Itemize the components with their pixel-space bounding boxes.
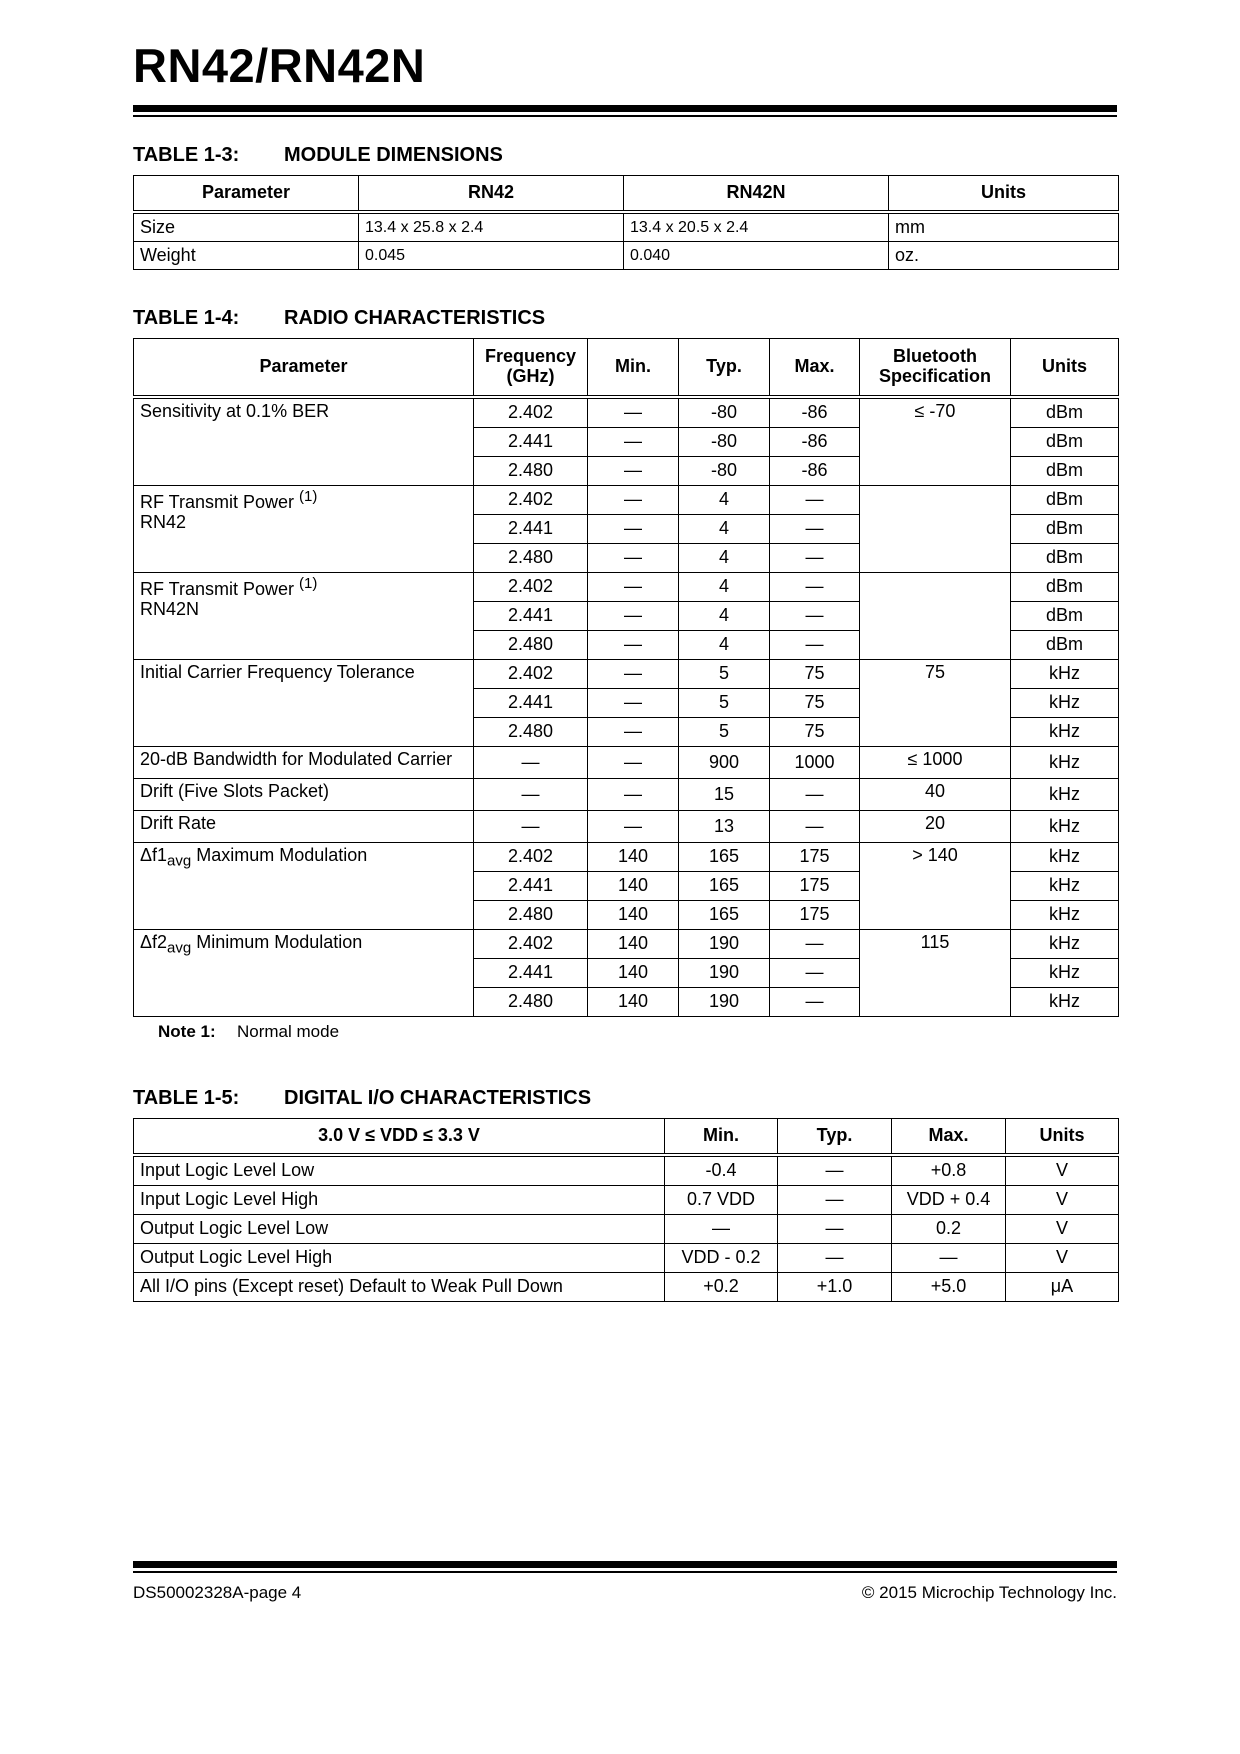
- parameter-cell: [134, 779, 474, 811]
- table-cell: All I/O pins (Except reset) Default to Weak Pull Down: [134, 1273, 665, 1302]
- parameter-cell: [134, 843, 474, 930]
- table-cell: 140: [588, 872, 679, 901]
- table-cell: —: [892, 1244, 1006, 1273]
- table-row: [134, 779, 1119, 811]
- units-cell: kHz: [1011, 959, 1119, 988]
- table-number: TABLE 1-4:: [133, 307, 240, 329]
- table-cell: Output Logic Level High: [134, 1244, 665, 1273]
- table-cell: —: [770, 631, 860, 660]
- table-cell: 2.480: [474, 988, 588, 1017]
- table-cell: 140: [588, 988, 679, 1017]
- table-cell: 175: [770, 872, 860, 901]
- table-1-3-caption: [133, 144, 503, 167]
- table-cell: -80: [679, 397, 770, 428]
- units-cell: dBm: [1011, 544, 1119, 573]
- table-cell: 2.402: [474, 930, 588, 959]
- table-cell: 2.480: [474, 457, 588, 486]
- header-rule-thick: [133, 105, 1117, 112]
- header-row: [134, 339, 1119, 398]
- table-cell: mm: [889, 212, 1119, 242]
- module-dimensions-table: [133, 175, 1119, 270]
- units-cell: dBm: [1011, 428, 1119, 457]
- bluetooth-spec-cell: 40: [860, 779, 1011, 811]
- header-line: Frequency: [484, 346, 577, 367]
- table-cell: 1000: [770, 747, 860, 779]
- table-cell: 175: [770, 901, 860, 930]
- table-cell: —: [778, 1215, 892, 1244]
- table-cell: 2.480: [474, 901, 588, 930]
- col-header: Max.: [892, 1119, 1006, 1156]
- parameter-cell: [134, 747, 474, 779]
- table-cell: —: [588, 660, 679, 689]
- table-cell: —: [770, 486, 860, 515]
- table-cell: 2.402: [474, 573, 588, 602]
- table-cell: —: [770, 811, 860, 843]
- col-header-frequency: [474, 339, 588, 398]
- table-cell: V: [1006, 1155, 1119, 1186]
- table-row: [134, 212, 1119, 242]
- table-cell: μA: [1006, 1273, 1119, 1302]
- parameter-label: Drift (Five Slots Packet): [140, 781, 330, 801]
- table-cell: —: [588, 747, 679, 779]
- table-cell: —: [588, 515, 679, 544]
- footer-page-id: DS50002328A-page 4: [133, 1583, 302, 1602]
- table-number: TABLE 1-3:: [133, 144, 240, 166]
- header-rule-thin: [133, 115, 1117, 117]
- parameter-variant: RN42: [140, 511, 187, 532]
- bluetooth-spec-cell: [860, 573, 1011, 660]
- units-cell: dBm: [1011, 602, 1119, 631]
- table-row: [134, 242, 1119, 270]
- table-cell: 13.4 x 20.5 x 2.4: [624, 212, 889, 242]
- col-header: RN42N: [624, 176, 889, 213]
- table-cell: 2.441: [474, 428, 588, 457]
- units-cell: kHz: [1011, 843, 1119, 872]
- table-cell: -86: [770, 397, 860, 428]
- table-cell: 75: [770, 660, 860, 689]
- header-row: [134, 1119, 1119, 1156]
- parameter-label: RF Transmit Power: [140, 579, 295, 599]
- table-cell: 4: [679, 544, 770, 573]
- table-cell: -80: [679, 428, 770, 457]
- table-cell: 190: [679, 959, 770, 988]
- col-header-max: Max.: [770, 339, 860, 398]
- table-cell: 0.045: [359, 242, 624, 270]
- table-title: RADIO CHARACTERISTICS: [284, 307, 546, 329]
- table-cell: 5: [679, 689, 770, 718]
- table-row: [134, 1215, 1119, 1244]
- table-cell: 140: [588, 901, 679, 930]
- table-row: [134, 747, 1119, 779]
- col-header-typ: Typ.: [679, 339, 770, 398]
- table-row: [134, 573, 1119, 602]
- table-cell: 4: [679, 573, 770, 602]
- table-cell: —: [778, 1244, 892, 1273]
- table-cell: —: [778, 1186, 892, 1215]
- table-cell: 15: [679, 779, 770, 811]
- table-title: DIGITAL I/O CHARACTERISTICS: [284, 1087, 592, 1109]
- units-cell: dBm: [1011, 397, 1119, 428]
- col-header-units: Units: [1011, 339, 1119, 398]
- table-cell: —: [588, 544, 679, 573]
- units-cell: kHz: [1011, 689, 1119, 718]
- table-cell: 4: [679, 515, 770, 544]
- table-cell: 2.402: [474, 843, 588, 872]
- parameter-label: Maximum Modulation: [191, 845, 368, 865]
- table-cell: 2.480: [474, 718, 588, 747]
- units-cell: dBm: [1011, 486, 1119, 515]
- units-cell: kHz: [1011, 930, 1119, 959]
- table-cell: 2.441: [474, 515, 588, 544]
- table-cell: —: [588, 689, 679, 718]
- table-cell: 4: [679, 631, 770, 660]
- units-cell: kHz: [1011, 779, 1119, 811]
- bluetooth-spec-cell: ≤ 1000: [860, 747, 1011, 779]
- parameter-cell: [134, 930, 474, 1017]
- table-cell: —: [770, 515, 860, 544]
- units-cell: dBm: [1011, 515, 1119, 544]
- footnote-ref: (1): [299, 488, 318, 505]
- parameter-variant: RN42N: [140, 598, 200, 619]
- radio-characteristics-table: [133, 338, 1119, 1017]
- bluetooth-spec-cell: > 140: [860, 843, 1011, 930]
- table-row: [134, 930, 1119, 959]
- table-note: [158, 1022, 339, 1042]
- parameter-subscript: avg: [167, 939, 192, 957]
- parameter-prefix: Δf2: [140, 932, 168, 952]
- table-cell: —: [588, 486, 679, 515]
- footer-rule-thick: [133, 1561, 1117, 1568]
- parameter-cell: [134, 486, 474, 573]
- table-row: [134, 811, 1119, 843]
- table-cell: 2.441: [474, 959, 588, 988]
- units-cell: dBm: [1011, 457, 1119, 486]
- table-row: [134, 1155, 1119, 1186]
- table-cell: —: [588, 811, 679, 843]
- col-header: Typ.: [778, 1119, 892, 1156]
- table-cell: —: [588, 573, 679, 602]
- table-cell: —: [770, 602, 860, 631]
- units-cell: kHz: [1011, 660, 1119, 689]
- table-title: MODULE DIMENSIONS: [284, 144, 503, 166]
- col-header: Units: [889, 176, 1119, 213]
- table-cell: 900: [679, 747, 770, 779]
- table-row: [134, 1244, 1119, 1273]
- table-cell: 2.480: [474, 631, 588, 660]
- table-cell: V: [1006, 1186, 1119, 1215]
- table-row: [134, 486, 1119, 515]
- col-header-min: Min.: [588, 339, 679, 398]
- table-cell: 175: [770, 843, 860, 872]
- table-row: [134, 1186, 1119, 1215]
- col-header: Units: [1006, 1119, 1119, 1156]
- units-cell: kHz: [1011, 988, 1119, 1017]
- table-cell: +1.0: [778, 1273, 892, 1302]
- parameter-cell: [134, 660, 474, 747]
- footnote-ref: (1): [299, 575, 318, 592]
- table-cell: —: [770, 779, 860, 811]
- table-cell: 5: [679, 718, 770, 747]
- table-cell: V: [1006, 1244, 1119, 1273]
- table-cell: —: [588, 602, 679, 631]
- table-cell: 0.7 VDD: [665, 1186, 778, 1215]
- table-cell: 2.441: [474, 872, 588, 901]
- parameter-label: Initial Carrier Frequency Tolerance: [140, 662, 415, 682]
- table-cell: 190: [679, 988, 770, 1017]
- table-cell: —: [770, 573, 860, 602]
- table-cell: —: [770, 544, 860, 573]
- col-header: Min.: [665, 1119, 778, 1156]
- table-cell: 13.4 x 25.8 x 2.4: [359, 212, 624, 242]
- table-cell: —: [770, 959, 860, 988]
- table-cell: —: [474, 779, 588, 811]
- table-cell: —: [474, 747, 588, 779]
- table-cell: -80: [679, 457, 770, 486]
- table-row: [134, 397, 1119, 428]
- table-cell: 0.2: [892, 1215, 1006, 1244]
- units-cell: kHz: [1011, 872, 1119, 901]
- table-cell: 2.441: [474, 602, 588, 631]
- header-line: Specification: [878, 366, 992, 386]
- table-cell: —: [778, 1155, 892, 1186]
- table-1-4-caption: [133, 307, 545, 330]
- col-header: Parameter: [134, 176, 359, 213]
- table-number: TABLE 1-5:: [133, 1087, 240, 1109]
- col-header-bluetooth-spec: [860, 339, 1011, 398]
- table-cell: +0.8: [892, 1155, 1006, 1186]
- table-cell: —: [474, 811, 588, 843]
- table-cell: Size: [134, 212, 359, 242]
- table-cell: —: [770, 988, 860, 1017]
- table-cell: VDD + 0.4: [892, 1186, 1006, 1215]
- table-cell: 13: [679, 811, 770, 843]
- table-cell: V: [1006, 1215, 1119, 1244]
- parameter-label: RF Transmit Power: [140, 492, 295, 512]
- bluetooth-spec-cell: 20: [860, 811, 1011, 843]
- units-cell: kHz: [1011, 718, 1119, 747]
- units-cell: kHz: [1011, 747, 1119, 779]
- table-cell: 2.402: [474, 486, 588, 515]
- table-cell: Weight: [134, 242, 359, 270]
- table-cell: 4: [679, 602, 770, 631]
- table-cell: Output Logic Level Low: [134, 1215, 665, 1244]
- table-cell: -86: [770, 428, 860, 457]
- table-cell: 140: [588, 843, 679, 872]
- parameter-subscript: avg: [167, 852, 192, 870]
- header-line: (GHz): [506, 366, 555, 386]
- table-1-5-caption: [133, 1087, 591, 1110]
- units-cell: dBm: [1011, 631, 1119, 660]
- units-cell: kHz: [1011, 901, 1119, 930]
- parameter-cell: [134, 573, 474, 660]
- bluetooth-spec-cell: ≤ -70: [860, 397, 1011, 486]
- document-title: RN42/RN42N: [133, 39, 426, 92]
- table-cell: 75: [770, 718, 860, 747]
- note-label: Note 1:: [158, 1022, 216, 1041]
- note-text: Normal mode: [237, 1022, 340, 1041]
- table-cell: —: [588, 397, 679, 428]
- footer-rule-thin: [133, 1571, 1117, 1573]
- table-row: [134, 660, 1119, 689]
- table-cell: 140: [588, 930, 679, 959]
- table-cell: —: [588, 457, 679, 486]
- footer-copyright: © 2015 Microchip Technology Inc.: [861, 1583, 1117, 1602]
- units-cell: dBm: [1011, 573, 1119, 602]
- table-cell: -86: [770, 457, 860, 486]
- digital-io-table: [133, 1118, 1119, 1302]
- table-cell: -0.4: [665, 1155, 778, 1186]
- parameter-cell: [134, 397, 474, 486]
- units-cell: kHz: [1011, 811, 1119, 843]
- table-cell: —: [588, 631, 679, 660]
- parameter-label: 20-dB Bandwidth for Modulated Carrier: [140, 749, 453, 769]
- table-cell: 4: [679, 486, 770, 515]
- table-cell: —: [588, 428, 679, 457]
- table-cell: 2.480: [474, 544, 588, 573]
- header-row: [134, 176, 1119, 213]
- header-line: Bluetooth: [893, 346, 977, 367]
- parameter-cell: [134, 811, 474, 843]
- table-cell: +0.2: [665, 1273, 778, 1302]
- table-cell: 0.040: [624, 242, 889, 270]
- table-cell: —: [665, 1215, 778, 1244]
- table-cell: oz.: [889, 242, 1119, 270]
- table-cell: VDD - 0.2: [665, 1244, 778, 1273]
- col-header-parameter: Parameter: [134, 339, 474, 398]
- table-row: [134, 843, 1119, 872]
- table-cell: +5.0: [892, 1273, 1006, 1302]
- table-cell: 165: [679, 901, 770, 930]
- table-cell: —: [588, 718, 679, 747]
- parameter-label: Minimum Modulation: [191, 932, 363, 952]
- table-cell: 2.402: [474, 397, 588, 428]
- parameter-label: Drift Rate: [140, 813, 217, 833]
- table-cell: 5: [679, 660, 770, 689]
- table-cell: 165: [679, 843, 770, 872]
- table-cell: —: [588, 779, 679, 811]
- table-cell: 165: [679, 872, 770, 901]
- table-cell: 190: [679, 930, 770, 959]
- table-row: [134, 1273, 1119, 1302]
- table-cell: Input Logic Level Low: [134, 1155, 665, 1186]
- parameter-prefix: Δf1: [140, 845, 168, 865]
- col-header: 3.0 V ≤ VDD ≤ 3.3 V: [134, 1119, 665, 1156]
- table-cell: 2.441: [474, 689, 588, 718]
- table-cell: 2.402: [474, 660, 588, 689]
- table-cell: 75: [770, 689, 860, 718]
- table-cell: Input Logic Level High: [134, 1186, 665, 1215]
- bluetooth-spec-cell: 75: [860, 660, 1011, 747]
- bluetooth-spec-cell: [860, 486, 1011, 573]
- col-header: RN42: [359, 176, 624, 213]
- parameter-label: Sensitivity at 0.1% BER: [140, 401, 330, 421]
- table-cell: 140: [588, 959, 679, 988]
- table-cell: —: [770, 930, 860, 959]
- bluetooth-spec-cell: 115: [860, 930, 1011, 1017]
